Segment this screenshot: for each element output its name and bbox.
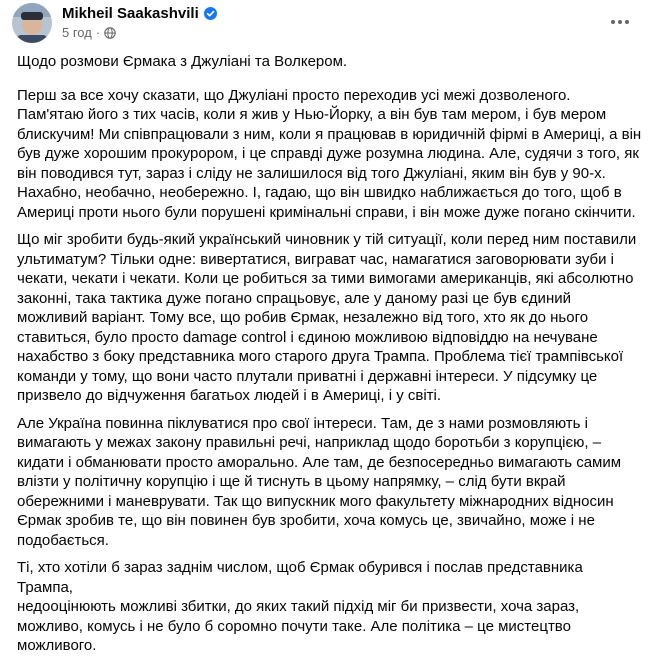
- verified-badge-icon: [204, 7, 217, 20]
- post-paragraph: Перш за все хочу сказати, що Джуліані просто переходив усі межі дозволеного. Пам'ятаю його з тих часів, коли я жив у Нью-Йорку, а він був там мером, і був мером блискучим! Ми співпрацювали з ним, коли я працював в юридичній фірмі в Америці, а він був дуже хорошим прокурором, і це справді дуже розумна людина. Але, судячи з того, як він поводився тут, зараз і сліду не залишилося від того Джуліані, яким він був у 90-х. Нахабно, необачно, необережно. І, гадаю, що він швидко наближається до того, щоб в Америці проти нього були порушені кримінальні справи, і він може дуже погано скінчити.: [17, 86, 642, 221]
- post-paragraph: Що міг зробити будь-який український чиновник у тій ситуації, коли перед ним поставили ультиматум? Тільки одне: вивертатися, виграват час, намагатися заговорювати зуби і чекати, чекати і чекати. Коли це робиться за тими вимогами американців, які абсолютно законні, така тактика дуже погано спрацьовує, але у даному разі це був єдиний можливий варіант. Тому все, що робив Єрмак, незалежно від того, хто як до нього ставиться, було просто damage control і єдиною можливою відповіддю на нечуване нахабство з боку представника мого старого друга Трампа. Проблема тієї трампівської команди у тому, що вони часто плутали приватні і державні інтереси. У підсумку це призвело до відчуження багатьох людей і в Америці, і у світі.: [17, 231, 637, 404]
- globe-icon[interactable]: [104, 27, 116, 39]
- dot-icon: [611, 20, 615, 24]
- author-name-text[interactable]: Mikheil Saakashvili: [62, 5, 199, 22]
- dot-icon: [618, 20, 622, 24]
- dot-icon: [625, 20, 629, 24]
- post-paragraph: Але Україна повинна піклуватися про свої інтереси. Там, де з нами розмовляють і вимагають у межах закону правильні речі, наприклад щодо боротьби з корупцією, – кидати і обманювати просто аморально. Але там, де безпосередньо вимагають самим влізти у політичну корупцію і ще й тиснуть в цьому напрямку, – слід бути вкрай обережними і маневрувати. Так що випускник мого факультету міжнародних відносин Єрмак зробив те, що він повинен був зробити, хоча комусь це, звичайно, може і не подобається.: [17, 414, 622, 549]
- avatar[interactable]: [12, 3, 52, 43]
- profile-photo: [12, 3, 52, 43]
- meta-separator: ·: [95, 25, 101, 40]
- post-header: [12, 0, 638, 46]
- post-paragraph: Щодо розмови Єрмака з Джуліані та Волкером.: [17, 53, 348, 70]
- author-name[interactable]: [62, 5, 217, 22]
- post-paragraph: Ті, хто хотіли б зараз заднім числом, щоб Єрмак обурився і послав представника Трампа, недооцінюють можливі збитки, до яких такий підхід міг би призвести, хоча зараз, можливо, комусь і не було б соромно почути таке. Але політика – це мистецтво можливого.: [17, 559, 583, 654]
- post-meta: [62, 25, 116, 40]
- post-body: [17, 52, 642, 664]
- more-options-button[interactable]: [606, 8, 634, 36]
- post-timestamp[interactable]: 5 год: [62, 25, 92, 40]
